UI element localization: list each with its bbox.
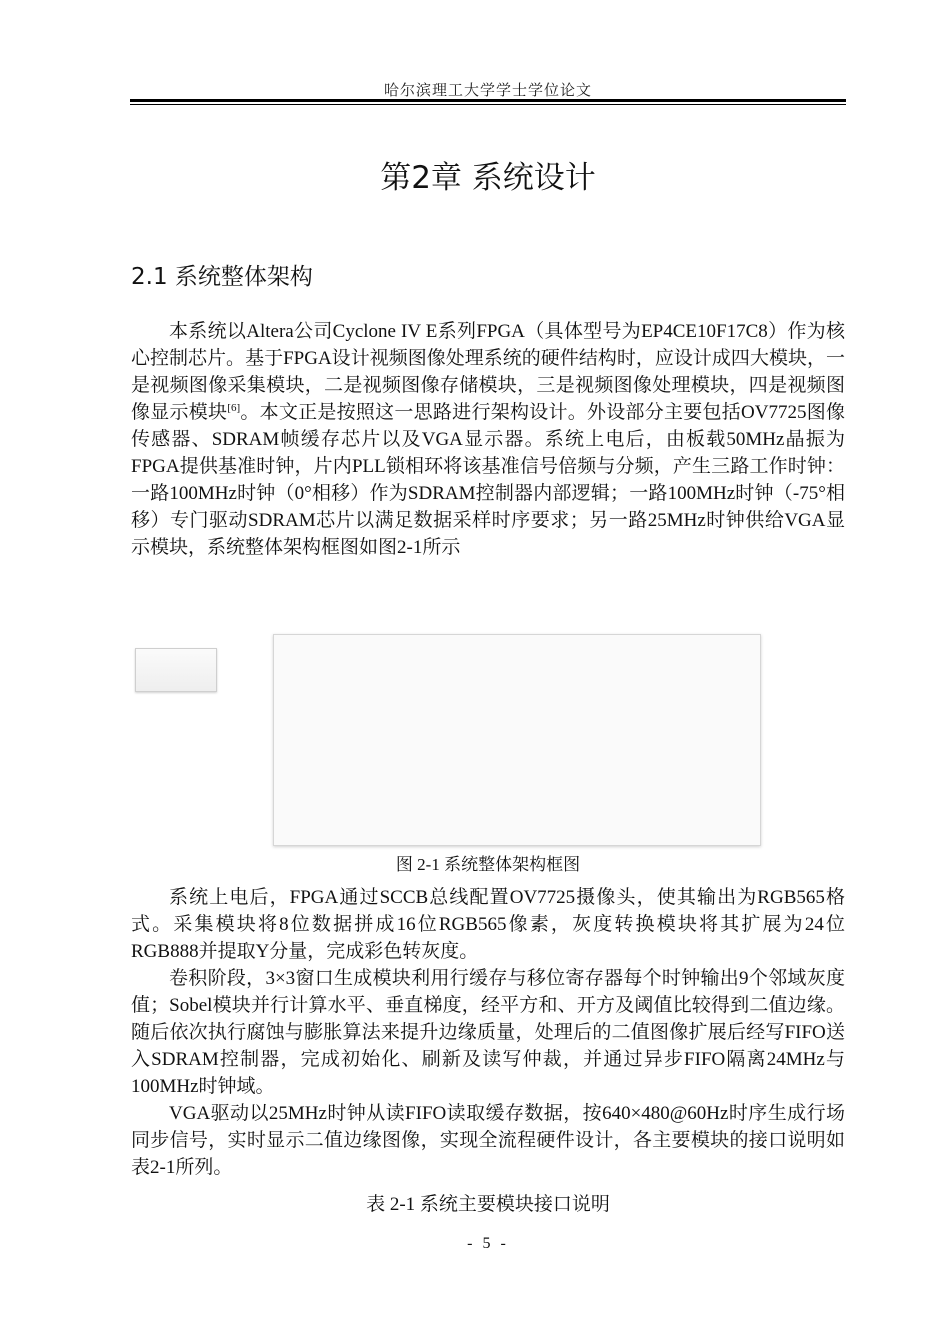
intro-paragraph-block — [131, 318, 845, 561]
figure-caption: 图 2-1 系统整体架构框图 — [395, 855, 581, 874]
figure-thumbnail-placeholder — [135, 648, 217, 692]
intro-text-part1: 本系统以Altera公司Cyclone IV E系列FPGA（具体型号为EP4CE10F17C8）作为核心控制芯片。基于FPGA设计视频图像处理系统的硬件结构时，应设计成四大模块，一是视频图像采集模块，二是视频图像存储模块，三是视频图像处理模块，四是视频图像显示模块 — [131, 321, 845, 423]
intro-text-part2: 。本文正是按照这一思路进行架构设计。外设部分主要包括OV7725图像传感器、SDRAM帧缓存芯片以及VGA显示器。系统上电后，由板载50MHz晶振为FPGA提供基准时钟，片内PLL锁相环将该基准信号倍频与分频，产生三路工作时钟：一路100MHz时钟（0°相移）作为SDRAM控制器内部逻辑；一路100MHz时钟（-75°相移）专门驱动SDRAM芯片以满足数据采样时序要求；另一路25MHz时钟供给VGA显示模块，系统整体架构框图如图2-1所示 — [131, 402, 845, 558]
body-paragraphs — [131, 884, 845, 1181]
paragraph-capture: 系统上电后，FPGA通过SCCB总线配置OV7725摄像头，使其输出为RGB565格式。采集模块将8位数据拼成16位RGB565像素，灰度转换模块将其扩展为24位RGB888并提取Y分量，完成彩色转灰度。 — [131, 887, 845, 962]
table-caption: 表 2-1 系统主要模块接口说明 — [366, 1194, 610, 1215]
page-number: - 5 - — [467, 1235, 509, 1252]
section-title: 2.1 系统整体架构 — [131, 264, 313, 290]
running-header: 哈尔滨理工大学学士学位论文 — [383, 83, 592, 99]
intro-paragraph — [131, 318, 845, 561]
figure-image-placeholder — [273, 634, 761, 846]
header-rule-thin — [130, 104, 846, 105]
paragraph-convolution: 卷积阶段，3×3窗口生成模块利用行缓存与移位寄存器每个时钟输出9个邻域灰度值；Sobel模块并行计算水平、垂直梯度，经平方和、开方及阈值比较得到二值边缘。随后依次执行腐蚀与膨胀算法来提升边缘质量，处理后的二值图像扩展后经写FIFO送入SDRAM控制器，完成初始化、刷新及读写仲裁，并通过异步FIFO隔离24MHz与100MHz时钟域。 — [131, 968, 845, 1097]
chapter-title: 第2章 系统设计 — [380, 160, 596, 196]
header-rule-thick — [130, 99, 846, 102]
paragraph-vga: VGA驱动以25MHz时钟从读FIFO读取缓存数据，按640×480@60Hz时序生成行场同步信号，实时显示二值边缘图像，实现全流程硬件设计，各主要模块的接口说明如表2-1所列。 — [131, 1103, 845, 1178]
citation-ref[interactable]: [6] — [227, 402, 241, 414]
